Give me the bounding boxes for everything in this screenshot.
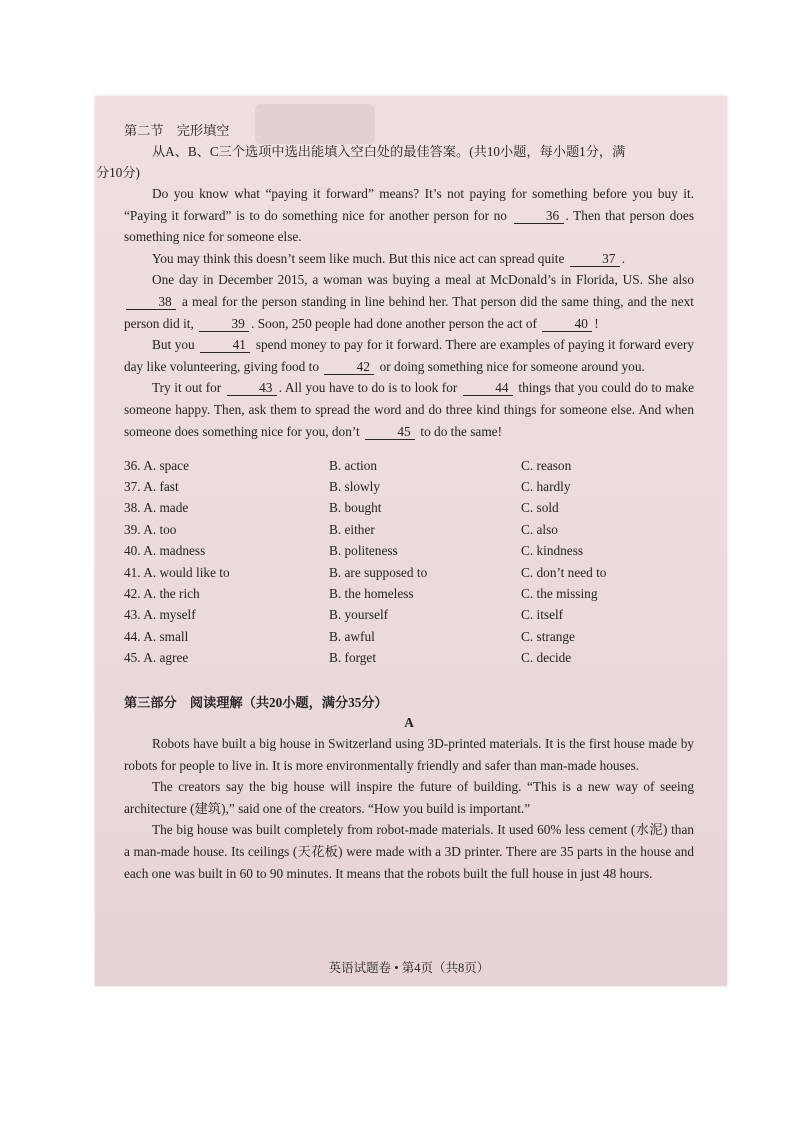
blank-43: 43: [227, 380, 277, 396]
option-a: 36. A. space: [124, 457, 189, 473]
page-footer: 英语试题卷 • 第4页（共8页）: [328, 961, 490, 975]
blank-38: 38: [126, 294, 176, 310]
blank-45: 45: [365, 424, 415, 440]
option-c: C. sold: [521, 500, 559, 516]
section3-title: 第三部分 阅读理解（共20小题，满分35分）: [124, 695, 388, 710]
cloze-paragraph-1: [124, 183, 694, 248]
option-a: 40. A. madness: [124, 543, 206, 559]
option-row: [124, 562, 694, 583]
option-b: B. action: [329, 457, 378, 473]
option-b: B. either: [329, 521, 375, 537]
cloze-paragraph-5: [124, 377, 694, 442]
reading-paragraph-2: The creators say the big house will inspire the future of building. “This is a new way of seeing architecture (建筑),” said one of the creators. “How you build is important.”: [124, 779, 694, 816]
text-span: . Soon, 250 people had done another person the act of: [251, 315, 537, 331]
text-span: Try it out for: [152, 380, 222, 396]
section3: [124, 692, 694, 884]
option-c: C. strange: [521, 628, 575, 644]
option-a: 38. A. made: [124, 500, 189, 516]
option-row: [124, 498, 694, 519]
option-b: B. politeness: [329, 543, 398, 559]
blank-42: 42: [324, 359, 374, 375]
option-a: 39. A. too: [124, 521, 177, 537]
option-c: C. don’t need to: [521, 564, 607, 580]
exam-page: [95, 96, 727, 986]
option-b: B. forget: [329, 650, 377, 666]
section2-title: 第二节 完形填空: [124, 123, 230, 138]
answer-options: [124, 455, 694, 669]
page-content: [96, 120, 695, 975]
option-row: [124, 648, 694, 669]
text-span: One day in December 2015, a woman was buying a meal at McDonald’s in Florida, US. She also: [152, 272, 694, 288]
blank-40: 40: [542, 316, 592, 332]
cloze-paragraph-2: [124, 248, 694, 270]
passage-label: A: [404, 715, 414, 730]
option-a: 42. A. the rich: [124, 586, 200, 602]
text-span: !: [594, 315, 599, 331]
option-b: B. slowly: [329, 479, 380, 495]
reading-paragraph-3: The big house was built completely from robot-made materials. It used 60% less cement (水泥) than a man-made house. Its ceilings (天花板) were made with a 3D printer. There are 35 parts in the house and each one was built in 60 to 90 minutes. It means that the robots built the full house in just 48 hours.: [124, 822, 694, 881]
option-c: C. reason: [521, 457, 572, 473]
option-c: C. also: [521, 521, 558, 537]
cloze-paragraph-4: [124, 334, 694, 377]
blank-37: 37: [570, 251, 620, 267]
option-b: B. the homeless: [329, 586, 414, 602]
text-span: .: [621, 250, 626, 266]
option-a: 41. A. would like to: [124, 564, 230, 580]
option-b: B. are supposed to: [329, 564, 428, 580]
option-row: [124, 583, 694, 604]
option-b: B. yourself: [329, 607, 389, 623]
option-a: 37. A. fast: [124, 479, 179, 495]
option-b: B. awful: [329, 628, 375, 644]
blank-39: 39: [199, 316, 249, 332]
cloze-paragraph-3: [124, 269, 694, 334]
reading-paragraph-1: Robots have built a big house in Switzerland using 3D-printed materials. It is the first house made by robots for people to live in. It is more environmentally friendly and safer than man-made houses.: [124, 736, 694, 773]
option-row: [124, 476, 694, 497]
option-b: B. bought: [329, 500, 382, 516]
option-row: [124, 455, 694, 476]
text-span: . Then that person does something nice for someone else.: [124, 207, 695, 245]
option-a: 43. A. myself: [124, 607, 196, 623]
option-row: [124, 626, 694, 647]
text-span: Do you know what “paying it forward” means? It’s not paying for something before you buy it. “Paying it forward” is to do something nice for another person for no: [124, 186, 694, 223]
blank-36: 36: [514, 208, 564, 224]
option-row: [124, 541, 694, 562]
text-span: spend money to pay for it forward. There are examples of paying it forward every day like volunteering, giving food to: [124, 337, 694, 374]
text-span: But you: [152, 337, 195, 353]
text-span: or doing something nice for someone around you.: [379, 358, 645, 374]
text-span: a meal for the person standing in line behind her. That person did the same thing, and the next person did it,: [124, 293, 694, 331]
section2-instruction: [96, 141, 694, 183]
text-span: things that you could do to make someone happy. Then, ask them to spread the word and do three kind things for someone else. And when someone does something nice for you, don’t: [124, 380, 695, 439]
option-row: [124, 519, 694, 540]
option-c: C. the missing: [521, 586, 598, 602]
option-c: C. itself: [521, 607, 564, 623]
text-span: . All you have to do is to look for: [278, 380, 458, 396]
option-row: [124, 605, 694, 626]
text-span: to do the same!: [420, 423, 502, 439]
option-c: C. kindness: [521, 543, 584, 559]
option-a: 44. A. small: [124, 628, 189, 644]
option-a: 45. A. agree: [124, 650, 189, 666]
blank-41: 41: [200, 337, 250, 353]
blank-44: 44: [463, 380, 513, 396]
option-c: C. decide: [521, 650, 572, 666]
text-span: You may think this doesn’t seem like much. But this nice act can spread quite: [152, 250, 565, 266]
instruction-line-1: 从A、B、C三个选项中选出能填入空白处的最佳答案。(共10小题，每小题1分，满: [152, 144, 626, 159]
instruction-line-2: 分10分): [96, 165, 140, 180]
option-c: C. hardly: [521, 479, 571, 495]
